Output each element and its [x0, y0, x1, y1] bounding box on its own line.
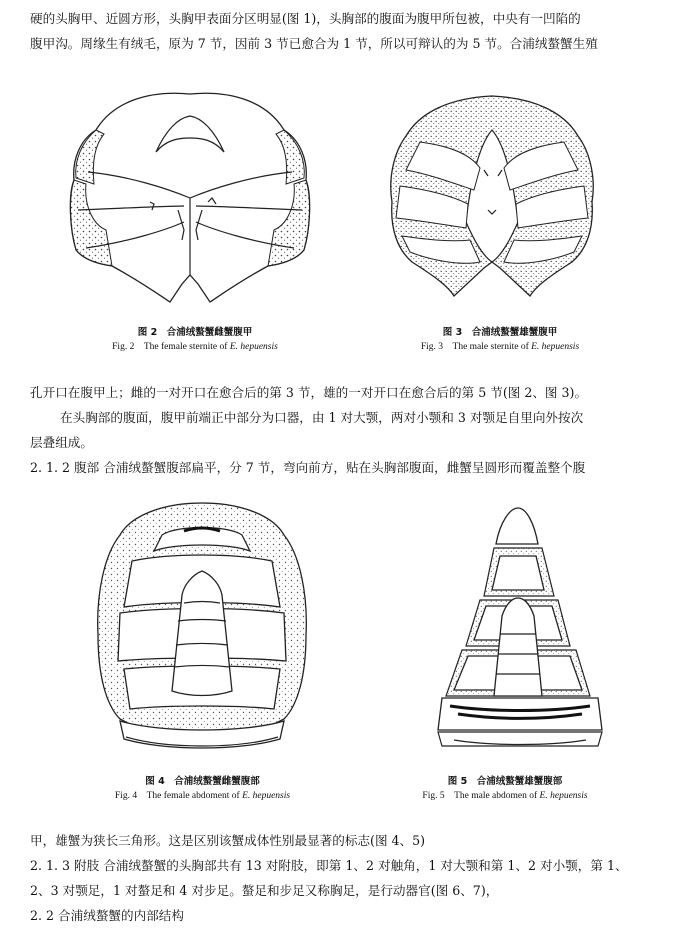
figure-5-male-abdomen [430, 500, 610, 755]
figure-5-caption-zh: 图 5 合浦绒螯蟹雄蟹腹部 [447, 776, 563, 787]
figure-5-caption-en-prefix: Fig. 5 The male abdomen of [422, 791, 540, 801]
figure-4-caption-en [80, 789, 325, 803]
figure-4-caption [80, 775, 325, 803]
figure-3-caption-en-prefix: Fig. 3 The male sternite of [420, 342, 532, 352]
paragraph-2-line-1: 孔开口在腹甲上；雌的一对开口在愈合后的第 3 节，雄的一对开口在愈合后的第 5 节(图 2、图 3)。 [30, 385, 588, 400]
figure-2-caption-en [75, 340, 315, 354]
figure-4-caption-zh: 图 4 合浦绒螯蟹雌蟹腹部 [145, 776, 260, 787]
figure-3-caption-zh: 图 3 合浦绒螯蟹雄蟹腹甲 [442, 327, 558, 338]
figure-5-caption-species: E. hepuensis [539, 791, 588, 801]
figure-2-caption-zh: 图 2 合浦绒螯蟹雌蟹腹甲 [137, 327, 253, 338]
paragraph-1-line-2: 腹甲沟。周缘生有绒毛，原为 7 节，因前 3 节已愈合为 1 节，所以可辩认的为 5 节。合浦绒螯蟹生殖 [30, 36, 598, 51]
figure-2-caption [75, 326, 315, 354]
figure-3-male-sternite [380, 90, 610, 305]
figure-3-caption-en [380, 340, 620, 354]
paragraph-1-line-1: 硬的头胸甲、近圆方形，头胸甲表面分区明显(图 1)，头胸部的腹面为腹甲所包被，中央有一凹陷的 [30, 11, 581, 26]
paragraph-6-line-1: 2. 1. 3 附肢 合浦绒螯蟹的头胸部共有 13 对附肢，即第 1、2 对触角，1 对大颚和第 1、2 对小颚，第 1、 [30, 858, 628, 873]
figure-4-caption-species: E. hepuensis [242, 791, 291, 801]
figure-3-caption [380, 326, 620, 354]
figure-5-caption [385, 775, 625, 803]
paragraph-5-line-1: 甲，雄蟹为狭长三角形。这是区别该蟹成体性别最显著的标志(图 4、5) [30, 833, 426, 848]
paragraph-3-line-2: 层叠组成。 [30, 435, 93, 450]
paragraph-6-line-2: 2、3 对颚足，1 对螯足和 4 对步足。螯足和步足又称胸足，是行动器官(图 6、7)， [30, 883, 499, 898]
figure-4-caption-en-prefix: Fig. 4 The female abdoment of [114, 791, 243, 801]
figure-2-caption-species: E. hepuensis [229, 342, 278, 352]
paragraph-3-line-1: 在头胸部的腹面，腹甲前端正中部分为口器，由 1 对大颚，两对小颚和 3 对颚足自里向外按次 [60, 410, 584, 425]
section-heading-2-2: 2. 2 合浦绒螯蟹的内部结构 [30, 908, 184, 923]
figure-3-caption-species: E. hepuensis [531, 342, 580, 352]
figure-2-female-sternite [58, 80, 323, 310]
figure-2-caption-en-prefix: Fig. 2 The female sternite of [112, 342, 230, 352]
paragraph-4-line-1: 2. 1. 2 腹部 合浦绒螯蟹腹部扁平，分 7 节，弯向前方，贴在头胸部腹面，雌蟹呈圆形而覆盖整个腹 [30, 460, 586, 475]
figure-5-caption-en [385, 789, 625, 803]
figure-4-female-abdomen [80, 495, 325, 760]
